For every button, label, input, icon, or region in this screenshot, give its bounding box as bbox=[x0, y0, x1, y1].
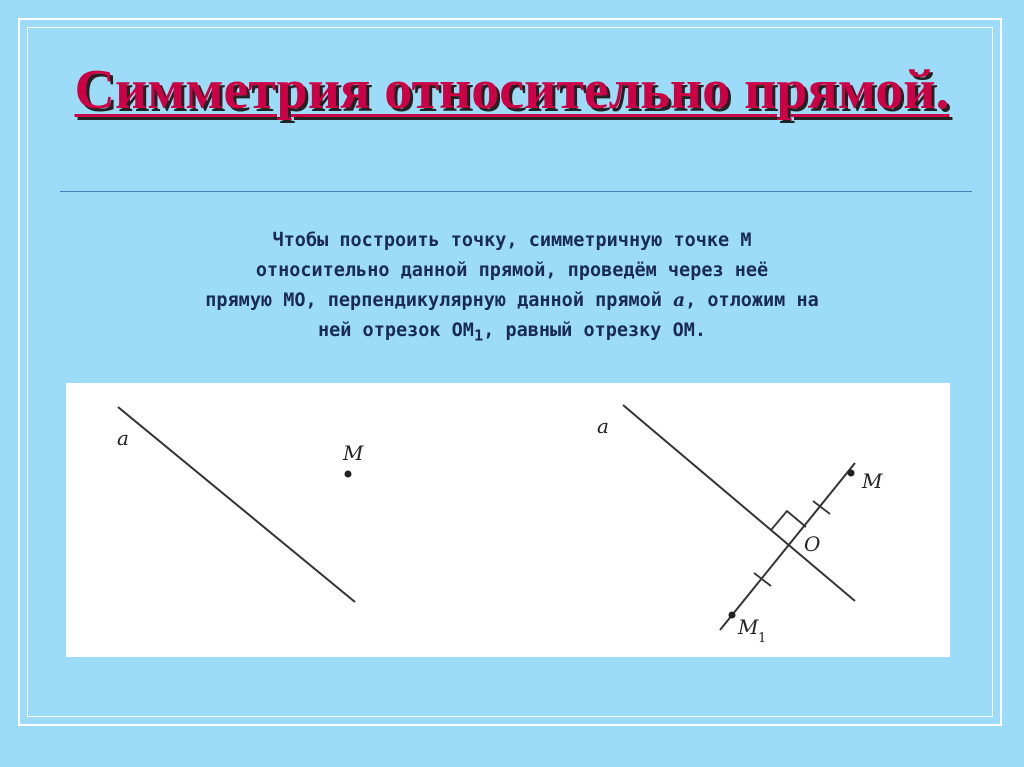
left-line-a bbox=[118, 407, 355, 602]
text-line-4b: , равный отрезку ОМ. bbox=[483, 320, 706, 341]
right-line-a bbox=[623, 405, 855, 601]
left-label-m: M bbox=[343, 441, 364, 465]
text-line-3b: , отложим на bbox=[685, 290, 819, 311]
right-point-m bbox=[848, 470, 855, 477]
symmetry-diagram bbox=[66, 383, 950, 657]
slide-title: Симметрия относительно прямой. bbox=[74, 59, 950, 121]
text-line-1: Чтобы построить точку, симметричную точке М bbox=[272, 230, 752, 251]
text-line-3 bbox=[50, 286, 974, 316]
left-label-a: a bbox=[117, 426, 129, 450]
text-line-2: относительно данной прямой, проведём через неё bbox=[255, 260, 769, 281]
line-variable-a: а bbox=[673, 290, 686, 311]
text-line-4a: ней отрезок ОМ bbox=[318, 320, 474, 341]
diagram-svg bbox=[66, 383, 950, 657]
subscript-1: 1 bbox=[473, 326, 484, 345]
right-label-m: M bbox=[862, 469, 883, 493]
text-line-4 bbox=[50, 316, 974, 351]
perpendicular-mo bbox=[720, 463, 855, 630]
title-divider bbox=[60, 191, 972, 192]
right-point-m1 bbox=[729, 612, 736, 619]
right-angle-marker bbox=[771, 511, 806, 530]
left-point-m bbox=[345, 471, 352, 478]
right-label-m1: M bbox=[738, 615, 759, 639]
explanation-text bbox=[50, 226, 974, 351]
right-label-o: O bbox=[804, 532, 821, 556]
right-label-a: a bbox=[597, 414, 609, 438]
right-label-m1-sub: 1 bbox=[758, 631, 767, 646]
text-line-3a: прямую МО, перпендикулярную данной прямой bbox=[205, 290, 674, 311]
